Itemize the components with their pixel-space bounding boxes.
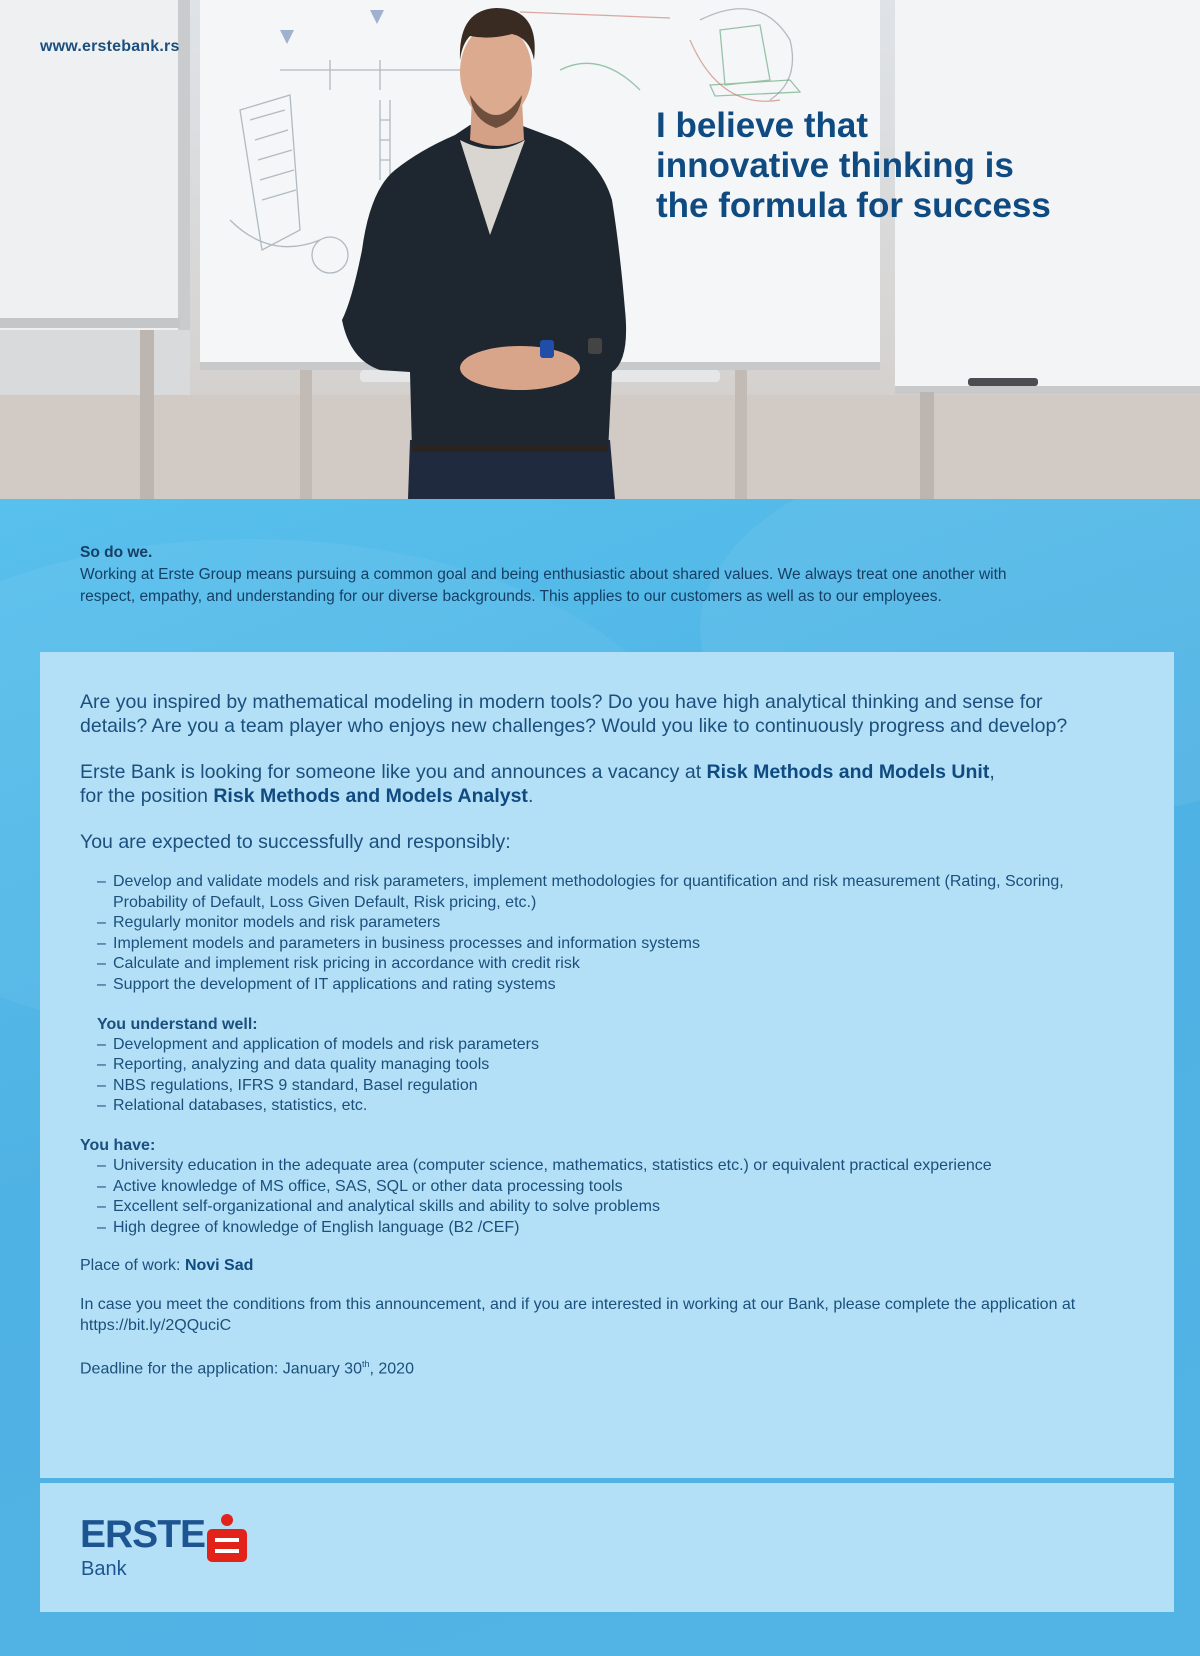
application-instructions: In case you meet the conditions from this announcement, and if you are interested in working at our Bank, please complete the application at https://bit.ly/2QQuciC xyxy=(80,1295,1076,1334)
application-deadline xyxy=(80,1354,1100,1380)
erste-logo-wordmark: ERSTE xyxy=(80,1513,206,1556)
list-item: – NBS regulations, IFRS 9 standard, Basel regulation xyxy=(97,1076,1100,1097)
understand-heading: You understand well: xyxy=(97,1015,258,1033)
erste-logo-bank: Bank xyxy=(81,1558,127,1580)
list-item: – University education in the adequate area (computer science, mathematics, statistics etc.) or equivalent practical experience xyxy=(97,1156,1100,1177)
headline xyxy=(656,106,1176,226)
erste-s-mark-icon xyxy=(206,1513,248,1563)
intro-section xyxy=(80,542,1040,608)
expected-list xyxy=(80,872,1100,996)
headline-line-2: innovative thinking is xyxy=(656,146,1014,185)
list-item: – High degree of knowledge of English language (B2 /CEF) xyxy=(97,1218,1100,1239)
expected-heading: You are expected to successfully and responsibly: xyxy=(80,831,511,853)
vacancy-prefix: Erste Bank is looking for someone like you and announces a vacancy at xyxy=(80,761,707,783)
list-item: – Regularly monitor models and risk parameters xyxy=(97,913,1100,934)
list-item: – Relational databases, statistics, etc. xyxy=(97,1096,1100,1117)
list-item: – Develop and validate models and risk parameters, implement methodologies for quantification and risk measurement (Rating, Scoring, Probability of Default, Loss Given Default, Risk pricing, etc.) xyxy=(97,872,1100,913)
place-value: Novi Sad xyxy=(184,1257,254,1275)
deadline-suffix: th xyxy=(361,1359,370,1370)
have-heading: You have: xyxy=(80,1136,156,1154)
hero-illustration xyxy=(0,0,1200,499)
intro-questions: Are you inspired by mathematical modeling in modern tools? Do you have high analytical thinking and sense for details? Are you a team player who enjoys new challenges? Would you like to continuously progress and develop? xyxy=(80,691,1068,737)
intro-lead: So do we. xyxy=(80,544,153,561)
unit-name: Risk Methods and Models Unit xyxy=(706,761,990,783)
deadline-label: Deadline for the application: January 30 xyxy=(80,1360,362,1378)
place-label: Place of work: xyxy=(80,1257,185,1275)
have-list xyxy=(80,1156,1100,1238)
website-url[interactable]: www.erstebank.rs xyxy=(40,38,180,55)
list-item: – Reporting, analyzing and data quality managing tools xyxy=(97,1055,1100,1076)
headline-line-1: I believe that xyxy=(656,106,869,145)
list-item: – Calculate and implement risk pricing in accordance with credit risk xyxy=(97,954,1100,975)
list-item: – Active knowledge of MS office, SAS, SQL or other data processing tools xyxy=(97,1177,1100,1198)
position-name: Risk Methods and Models Analyst xyxy=(213,785,528,807)
list-item: – Development and application of models and risk parameters xyxy=(97,1035,1100,1056)
list-item: – Implement models and parameters in business processes and information systems xyxy=(97,934,1100,955)
job-ad-content xyxy=(80,690,1100,1380)
hero-photo xyxy=(0,0,1200,499)
understand-list xyxy=(80,1035,1100,1117)
vacancy-middle: , for the position xyxy=(80,761,995,807)
deadline-year: , 2020 xyxy=(369,1360,414,1378)
vacancy-announcement xyxy=(80,760,1100,808)
list-item: – Excellent self-organizational and analytical skills and ability to solve problems xyxy=(97,1197,1100,1218)
vacancy-suffix: . xyxy=(527,785,534,807)
list-item: – Support the development of IT applications and rating systems xyxy=(97,975,1100,996)
headline-line-3: the formula for success xyxy=(656,186,1051,225)
place-of-work xyxy=(80,1256,1100,1277)
intro-text: Working at Erste Group means pursuing a common goal and being enthusiastic about shared values. We always treat one another with respect, empathy, and understanding for our diverse backgrounds. This applies to our customers as well as to our employees. xyxy=(80,566,1007,605)
